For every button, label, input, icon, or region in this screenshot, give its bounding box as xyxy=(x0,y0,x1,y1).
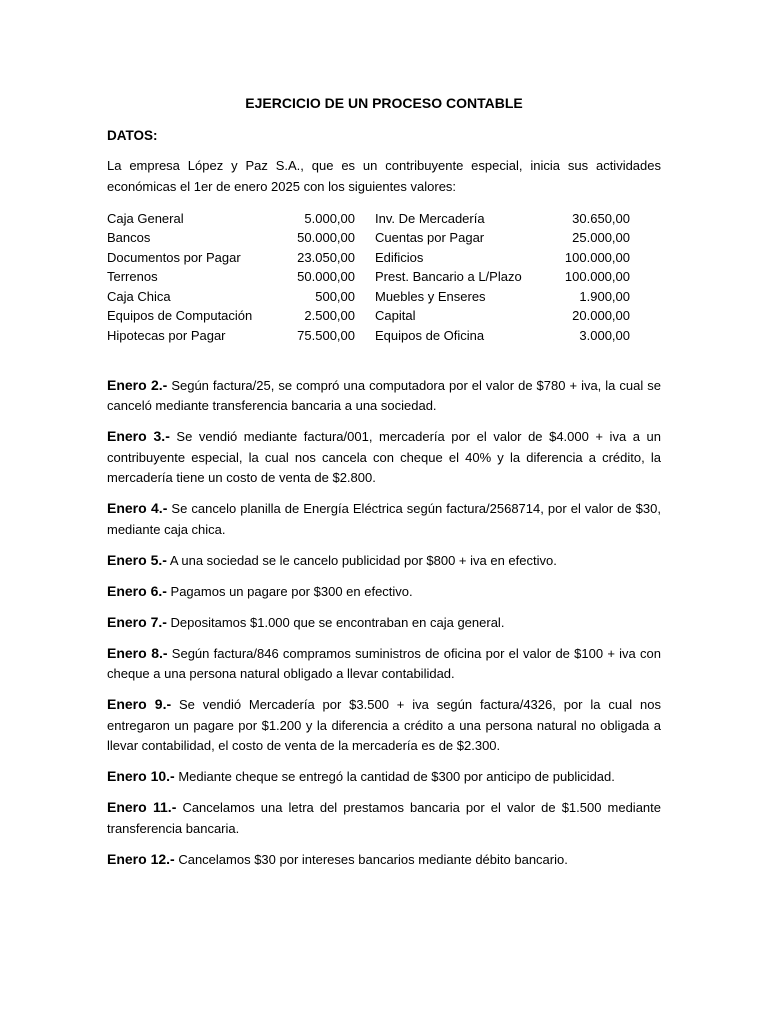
transaction-entries xyxy=(107,376,661,871)
left-account-amount: 50.000,00 xyxy=(297,230,355,246)
document-body xyxy=(107,0,661,881)
balance-row xyxy=(107,306,630,326)
right-account-amount: 1.900,00 xyxy=(579,288,630,304)
column-gap xyxy=(355,209,375,229)
transaction-entry xyxy=(107,427,661,489)
transaction-entry xyxy=(107,499,661,540)
column-gap xyxy=(355,267,375,287)
transaction-entry xyxy=(107,695,661,757)
entry-date-label: Enero 4.- xyxy=(107,500,168,517)
left-account-amount: 500,00 xyxy=(315,288,355,304)
balance-row xyxy=(107,228,630,248)
document-title: EJERCICIO DE UN PROCESO CONTABLE xyxy=(245,95,523,111)
entry-description: Pagamos un pagare por $300 en efectivo. xyxy=(170,583,413,599)
right-account-name: Capital xyxy=(375,308,416,324)
datos-heading: DATOS: xyxy=(107,128,158,143)
right-account-amount: 25.000,00 xyxy=(572,230,630,246)
right-account-name: Prest. Bancario a L/Plazo xyxy=(375,269,522,285)
left-account-name: Caja General xyxy=(107,210,184,226)
entry-date-label: Enero 5.- xyxy=(107,551,167,568)
entry-description: Se cancelo planilla de Energía Eléctrica según factura/2568714, por el valor de $30, mediante caja chica. xyxy=(107,501,661,537)
column-gap xyxy=(355,326,375,346)
column-gap xyxy=(355,306,375,326)
transaction-entry xyxy=(107,644,661,685)
right-account-amount: 20.000,00 xyxy=(572,308,630,324)
transaction-entry xyxy=(107,376,661,417)
entry-date-label: Enero 9.- xyxy=(107,696,172,713)
column-gap xyxy=(355,287,375,307)
entry-date-label: Enero 12.- xyxy=(107,850,175,867)
transaction-entry xyxy=(107,613,661,634)
entry-description: Según factura/25, se compró una computadora por el valor de $780 + iva, la cual se canceló mediante transferencia bancaria a una sociedad. xyxy=(107,377,661,414)
right-account-name: Edificios xyxy=(375,249,424,265)
left-account-amount: 50.000,00 xyxy=(297,269,355,285)
transaction-entry xyxy=(107,850,661,871)
entry-date-label: Enero 7.- xyxy=(107,613,167,630)
transaction-entry xyxy=(107,582,661,603)
left-account-name: Equipos de Computación xyxy=(107,308,253,324)
transaction-entry xyxy=(107,798,661,839)
right-account-name: Cuentas por Pagar xyxy=(375,230,485,246)
initial-balances-table xyxy=(107,209,630,346)
balance-row xyxy=(107,287,630,307)
left-account-name: Bancos xyxy=(107,230,151,246)
entry-date-label: Enero 6.- xyxy=(107,582,167,599)
right-account-amount: 3.000,00 xyxy=(579,328,630,344)
entry-description: Se vendió Mercadería por $3.500 + iva según factura/4326, por la cual nos entregaron un pagare por $1.200 y la diferencia a crédito a una persona natural no obligada a llevar contabilidad, el costo de venta de la mercadería es de $2.300. xyxy=(107,697,661,754)
entry-description: Según factura/846 compramos suministros de oficina por el valor de $100 + iva con cheque a una persona natural obligado a llevar contabilidad. xyxy=(107,645,661,682)
left-account-amount: 75.500,00 xyxy=(297,328,355,344)
right-account-amount: 30.650,00 xyxy=(572,210,630,226)
right-account-name: Equipos de Oficina xyxy=(375,328,485,344)
entry-description: Mediante cheque se entregó la cantidad de $300 por anticipo de publicidad. xyxy=(178,769,615,785)
left-account-amount: 5.000,00 xyxy=(304,210,355,226)
entry-date-label: Enero 8.- xyxy=(107,644,168,661)
entry-date-label: Enero 11.- xyxy=(107,799,177,816)
balance-row xyxy=(107,209,630,229)
right-account-name: Muebles y Enseres xyxy=(375,288,486,304)
left-account-name: Documentos por Pagar xyxy=(107,249,241,265)
left-account-name: Hipotecas por Pagar xyxy=(107,328,226,344)
transaction-entry xyxy=(107,767,661,788)
entry-date-label: Enero 3.- xyxy=(107,428,170,445)
balance-row xyxy=(107,267,630,287)
right-account-amount: 100.000,00 xyxy=(564,249,630,265)
intro-paragraph: La empresa López y Paz S.A., que es un contribuyente especial, inicia sus actividades económicas el 1er de enero 2025 con los siguientes valores: xyxy=(107,157,661,194)
balance-row xyxy=(107,326,630,346)
entry-date-label: Enero 10.- xyxy=(107,768,175,785)
entry-description: Depositamos $1.000 que se encontraban en caja general. xyxy=(170,614,505,630)
column-gap xyxy=(355,228,375,248)
transaction-entry xyxy=(107,551,661,572)
entry-description: Cancelamos una letra del prestamos bancaria por el valor de $1.500 mediante transferencia bancaria. xyxy=(107,800,661,836)
entry-date-label: Enero 2.- xyxy=(107,376,168,393)
column-gap xyxy=(355,248,375,268)
left-account-amount: 23.050,00 xyxy=(297,249,355,265)
entry-description: A una sociedad se le cancelo publicidad por $800 + iva en efectivo. xyxy=(169,552,557,568)
right-account-name: Inv. De Mercadería xyxy=(375,210,485,226)
entry-description: Cancelamos $30 por intereses bancarios mediante débito bancario. xyxy=(178,851,568,867)
left-account-name: Terrenos xyxy=(107,269,158,285)
balance-row xyxy=(107,248,630,268)
left-account-amount: 2.500,00 xyxy=(304,308,355,324)
right-account-amount: 100.000,00 xyxy=(564,269,630,285)
entry-description: Se vendió mediante factura/001, mercadería por el valor de $4.000 + iva a un contribuyente especial, la cual nos cancela con cheque el 40% y la diferencia a crédito, la mercadería tiene un costo de venta de $2.800. xyxy=(107,429,661,486)
left-account-name: Caja Chica xyxy=(107,288,171,304)
